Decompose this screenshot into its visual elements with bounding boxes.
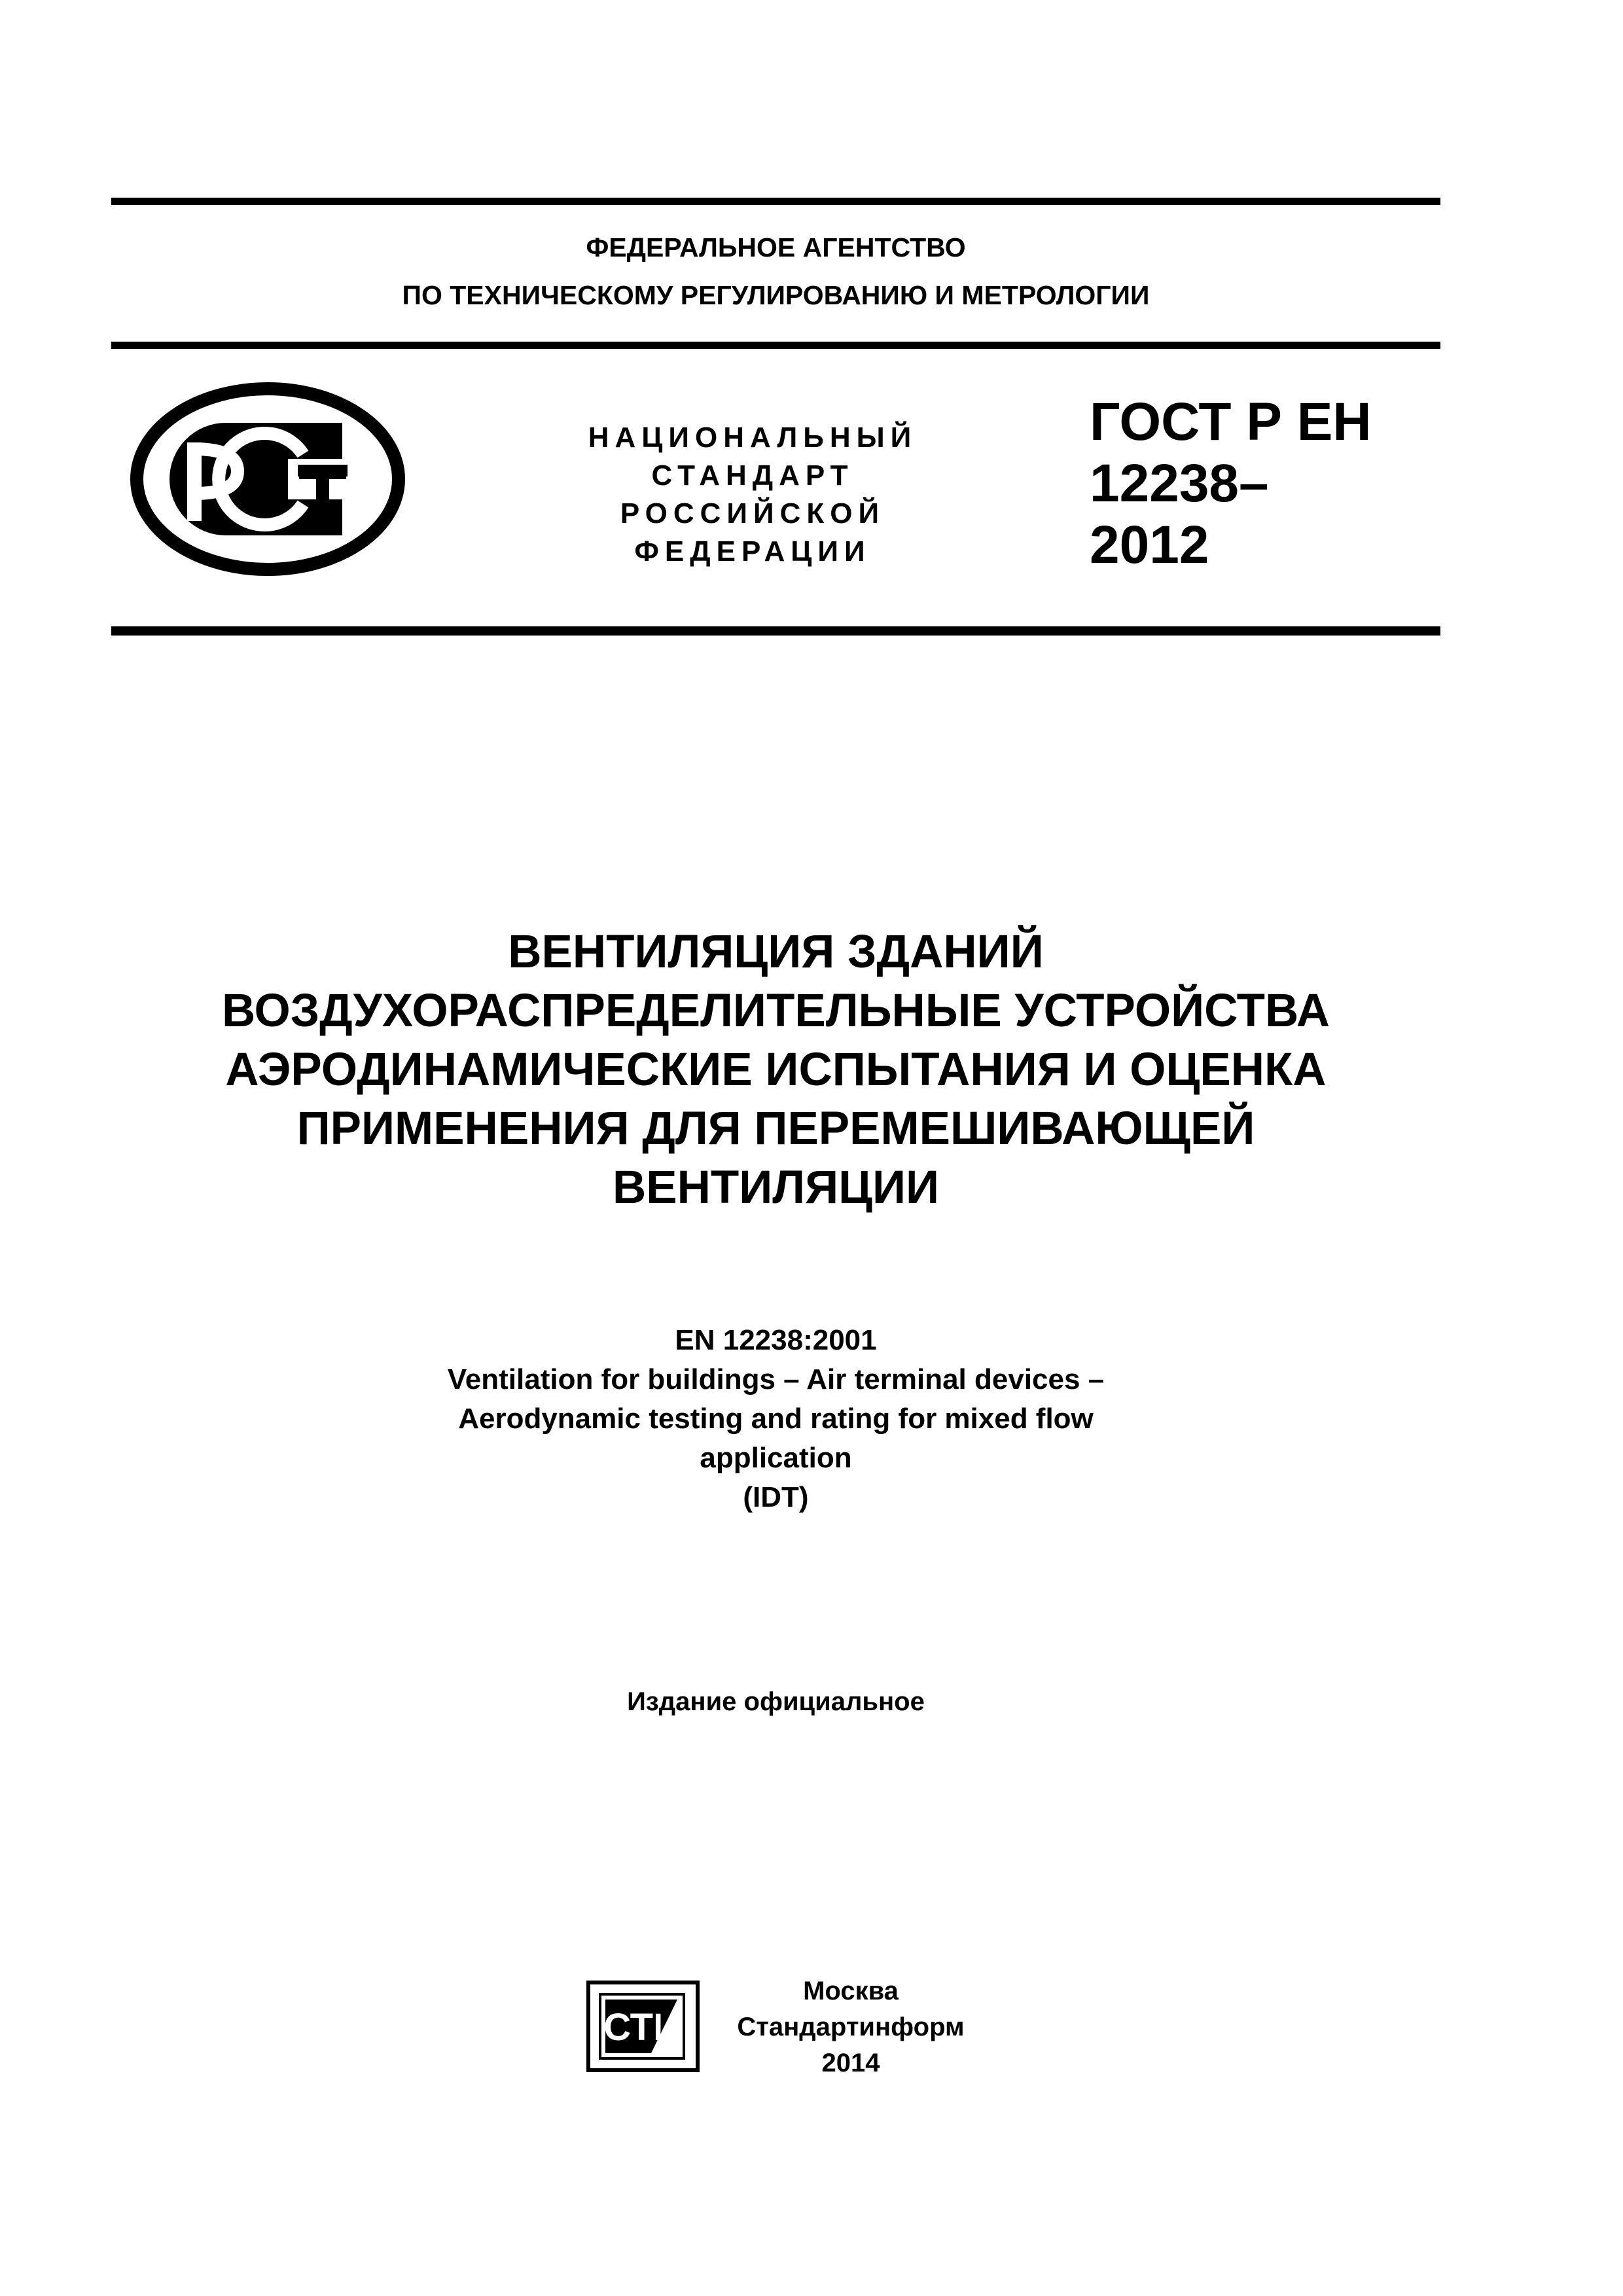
document-title <box>111 923 1440 1217</box>
gost-line: ГОСТ Р ЕН <box>1090 392 1372 452</box>
en-reference-line: Ventilation for buildings – Air terminal devices – <box>447 1363 1105 1395</box>
title-line: ВОЗДУХОРАСПРЕДЕЛИТЕЛЬНЫЕ УСТРОЙСТВА <box>221 985 1330 1037</box>
agency-name-line-2: ПО ТЕХНИЧЕСКОМУ РЕГУЛИРОВАНИЮ И МЕТРОЛОГИИ <box>402 280 1150 310</box>
title-line: АЭРОДИНАМИЧЕСКИЕ ИСПЫТАНИЯ И ОЦЕНКА <box>225 1044 1327 1096</box>
title-line: ВЕНТИЛЯЦИЯ ЗДАНИЙ <box>508 926 1044 978</box>
en-reference-line: application <box>700 1442 852 1474</box>
title-line: ВЕНТИЛЯЦИИ <box>612 1162 940 1213</box>
publisher-year: 2014 <box>821 2049 880 2077</box>
header-rule <box>111 342 1440 349</box>
top-rule <box>111 198 1440 205</box>
publisher-info <box>720 1973 982 2081</box>
publisher-name: Стандартинформ <box>737 2013 965 2041</box>
en-reference-line: Aerodynamic testing and rating for mixed flow <box>458 1403 1094 1435</box>
national-standard-line: СТАНДАРТ <box>651 459 854 492</box>
gost-line: 12238– <box>1090 454 1269 513</box>
title-line: ПРИМЕНЕНИЯ ДЛЯ ПЕРЕМЕШИВАЮЩЕЙ <box>296 1103 1255 1155</box>
en-reference-line: EN 12238:2001 <box>675 1324 877 1356</box>
national-standard-line: НАЦИОНАЛЬНЫЙ <box>588 422 918 454</box>
national-standard-label <box>550 419 955 571</box>
en-reference <box>111 1321 1440 1517</box>
gost-designation <box>1090 391 1372 576</box>
publisher-city: Москва <box>803 1977 899 2005</box>
logo-text: СТИ <box>603 2006 681 2049</box>
national-standard-line: ФЕДЕРАЦИИ <box>634 535 871 567</box>
edition-label: Издание официальное <box>627 1687 925 1716</box>
gost-line: 2012 <box>1090 515 1209 575</box>
national-standard-line: РОССИЙСКОЙ <box>620 497 885 529</box>
standartinform-logo-icon <box>586 1980 700 2073</box>
section-rule <box>111 626 1440 636</box>
en-reference-line: (IDT) <box>743 1481 809 1513</box>
agency-name-line-1: ФЕДЕРАЛЬНОЕ АГЕНТСТВО <box>586 232 966 262</box>
rst-emblem-icon <box>128 381 408 577</box>
